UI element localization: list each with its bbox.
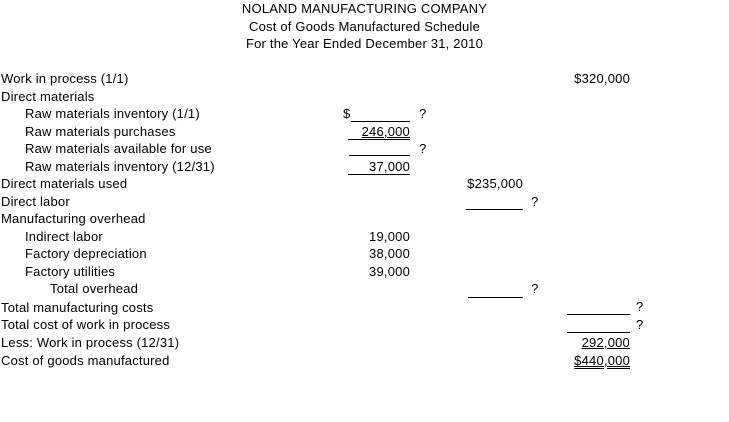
schedule-period: For the Year Ended December 31, 2010 (245, 36, 484, 51)
indirect-labor-label: Indirect labor (25, 229, 103, 244)
rm-purchases-amount: 246,000 (361, 124, 410, 139)
total-overhead-label: Total overhead (50, 281, 139, 296)
direct-labor-label: Direct labor (1, 194, 70, 209)
utilities-label: Factory utilities (25, 264, 116, 279)
rm-available-missing: ? (419, 141, 427, 156)
rm-end-amount: 37,000 (369, 159, 410, 174)
indirect-labor-amount: 19,000 (369, 229, 410, 244)
rm-end-label: Raw materials inventory (12/31) (25, 159, 215, 174)
cogm-label: Cost of goods manufactured (1, 353, 170, 368)
wip-end-label: Less: Work in process (12/31) (1, 335, 180, 350)
total-wip-label: Total cost of work in process (1, 317, 171, 332)
rm-purchases-label: Raw materials purchases (25, 124, 176, 139)
total-mfg-blank (567, 314, 630, 315)
rm-purchases-underline (348, 139, 410, 140)
total-overhead-missing: ? (531, 281, 539, 296)
dm-used-amount: $235,000 (467, 176, 523, 191)
rm-begin-label: Raw materials inventory (1/1) (25, 106, 200, 121)
rm-available-label: Raw materials available for use (25, 141, 212, 156)
total-mfg-label: Total manufacturing costs (1, 300, 154, 315)
depreciation-amount: 38,000 (369, 246, 410, 261)
wip-begin-label: Work in process (1/1) (1, 71, 129, 86)
total-wip-blank (567, 332, 630, 333)
overhead-label: Manufacturing overhead (1, 211, 146, 226)
depreciation-label: Factory depreciation (25, 246, 147, 261)
company-name: NOLAND MANUFACTURING COMPANY (241, 1, 488, 16)
rm-available-blank (349, 155, 410, 156)
rm-begin-blank (351, 121, 410, 122)
dm-used-label: Direct materials used (1, 176, 128, 191)
rm-begin-currency: $ (343, 106, 351, 121)
rm-begin-missing: ? (419, 106, 427, 121)
direct-labor-blank (466, 209, 523, 210)
cogm-amount: $440,000 (574, 353, 630, 368)
direct-labor-missing: ? (531, 194, 539, 209)
total-overhead-blank (468, 297, 523, 298)
total-mfg-missing: ? (636, 299, 644, 314)
rm-end-underline (348, 174, 410, 175)
direct-materials-label: Direct materials (1, 89, 95, 104)
total-wip-missing: ? (636, 317, 644, 332)
utilities-amount: 39,000 (369, 264, 410, 279)
wip-end-amount: 292,000 (581, 335, 630, 350)
schedule-title: Cost of Goods Manufactured Schedule (248, 19, 481, 34)
wip-begin-amount: $320,000 (574, 71, 630, 86)
